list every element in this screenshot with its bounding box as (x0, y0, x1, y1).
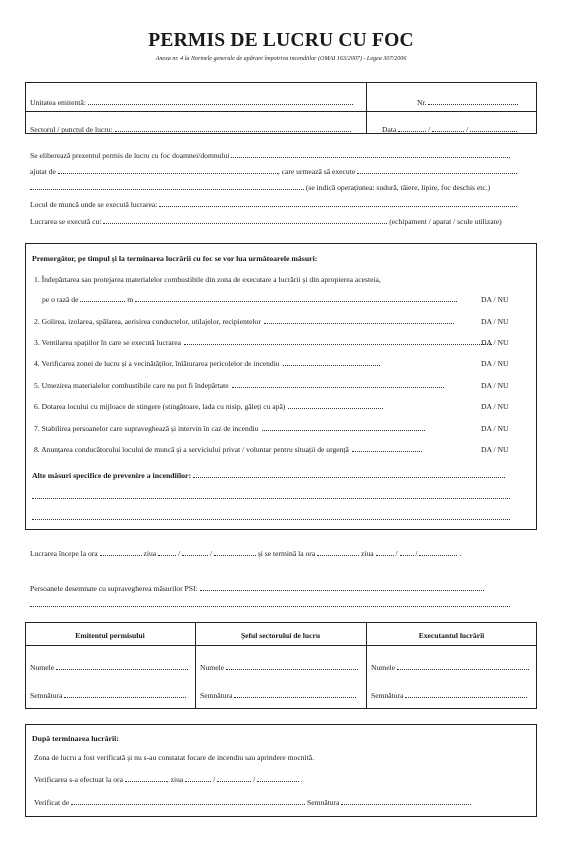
permit-number-field[interactable] (417, 99, 518, 107)
measure-item-4-text: 4. Verificarea zonei de lucru și a vecinătăților, înlăturarea pericolelor de incendiu (34, 359, 280, 368)
workplace-label: Locul de muncă unde se execută lucrarea: (30, 200, 158, 209)
date-year-dots (470, 126, 517, 132)
measure-item-5-text: 5. Umezirea materialelor combustibile care nu pot fi îndepărtate (34, 381, 229, 390)
end-year-dots (419, 550, 457, 556)
measure-item-5 (34, 382, 444, 390)
measure-item-7-text: 7. Stabilirea persoanelor care supraveghează și intervin în caz de incendiu (34, 424, 259, 433)
issuer-box-divider (25, 111, 537, 112)
start-year-dots (214, 550, 256, 556)
measure-item-4 (34, 360, 380, 368)
other-measures-heading: Alte măsuri specifice de prevenire a incendiilor: (32, 472, 505, 480)
other-measures-line-3[interactable] (32, 514, 510, 522)
measure-item-4-answer[interactable]: DA / NU (481, 359, 509, 368)
measure-item-2-text: 2. Golirea, izolarea, spălarea, aerisirea conductelor, utilajelor, recipientelor (34, 317, 261, 326)
issuer-unit-dots (88, 99, 353, 105)
issued-to-label: Se eliberează prezentul permis de lucru cu foc doamnei/domnului (30, 151, 230, 160)
measure-item-6-dots (288, 403, 383, 409)
sector-field[interactable] (30, 126, 351, 134)
end-month-dots (400, 550, 414, 556)
start-label: Lucrarea începe la ora (30, 549, 98, 558)
end-day-dots (376, 550, 394, 556)
start-month-dots (182, 550, 208, 556)
verified-by-dots (71, 799, 305, 805)
measure-item-2-answer[interactable]: DA / NU (481, 317, 509, 326)
verified-by-field[interactable]: Verificat de Semnătura (34, 799, 471, 807)
executor-name-field[interactable]: Numele (371, 664, 529, 672)
after-completion-statement: Zona de lucru a fost verificată și nu s-au constatat focare de incendiu sau aprindere mocnită. (34, 753, 315, 762)
other-measures-dots-1 (193, 472, 505, 478)
verification-month-dots (217, 776, 251, 782)
equipment-dots (103, 218, 387, 224)
equipment-field[interactable] (30, 218, 502, 226)
radius-dots (80, 296, 125, 302)
measure-item-2 (34, 318, 454, 326)
schedule-field[interactable]: Lucrarea începe la ora ziua / / și se termină la ora ziua / / . (30, 549, 462, 558)
workplace-dots (159, 201, 517, 207)
measure-item-4-dots (283, 360, 380, 366)
will-execute-dots (357, 168, 517, 174)
measure-item-7-dots (262, 425, 425, 431)
signatures-header-divider (25, 645, 537, 646)
measure-item-5-answer[interactable]: DA / NU (481, 381, 509, 390)
measure-item-8 (34, 446, 422, 454)
issuer-signature-field[interactable]: Semnătura (30, 692, 186, 700)
chief-signature-field[interactable]: Semnătura (200, 692, 356, 700)
end-day-label: ziua (361, 549, 374, 558)
measures-heading: Premergător, pe timpul și la terminarea lucrării cu foc se vor lua următoarele măsuri: (32, 254, 318, 263)
measure-item-1-answer[interactable]: DA / NU (481, 295, 509, 304)
permit-number-dots (428, 99, 518, 105)
executor-signature-field[interactable]: Semnătura (371, 692, 527, 700)
measure-item-8-dots (352, 446, 422, 452)
date-month-dots (432, 126, 464, 132)
measure-item-6 (34, 403, 383, 411)
measure-item-7-answer[interactable]: DA / NU (481, 424, 509, 433)
issuer-unit-label: Unitatea emitentă: (30, 98, 86, 107)
verification-day-dots (185, 776, 211, 782)
issuer-name-field[interactable]: Numele (30, 664, 188, 672)
equipment-label: Lucrarea se execută cu: (30, 217, 102, 226)
operation-hint: (se indică operațiunea: sudură, tăiere, lipire, foc deschis etc.) (305, 183, 491, 192)
chief-name-field[interactable]: Numele (200, 664, 358, 672)
assisted-by-dots (58, 168, 278, 174)
start-day-dots (158, 550, 176, 556)
date-sep-1: / (428, 125, 431, 134)
measure-item-3-answer[interactable]: DA / NU (481, 338, 509, 347)
end-hour-dots (317, 550, 359, 556)
date-label: Data (382, 125, 397, 134)
measure-item-1-radius[interactable] (42, 296, 457, 304)
measure-item-7 (34, 425, 425, 433)
measure-item-3-dots (184, 339, 492, 345)
signatures-col-header-3: Executantul lucrării (418, 631, 485, 640)
measure-item-8-text: 8. Anunțarea conducătorului locului de muncă și a serviciului privat / voluntar pentru situații de urgență (34, 445, 349, 454)
end-label: și se termină la ora (257, 549, 316, 558)
supervisors-label: Persoanele desemnate cu supravegherea măsurilor PSI: (30, 584, 198, 593)
measure-item-3-text: 3. Ventilarea spațiilor în care se execută lucrarea (34, 338, 182, 347)
measure-item-6-text: 6. Dotarea locului cu mijloace de stingere (stingătoare, lada cu nisip, găleți cu apă) (34, 402, 286, 411)
issuer-box-column-divider (366, 82, 367, 134)
radius-unit: m (127, 295, 134, 304)
signatures-col-header-2: Șeful sectorului de lucru (240, 631, 321, 640)
permit-number-label: Nr. (417, 98, 427, 107)
radius-leader-dots (135, 296, 457, 302)
verification-time-field[interactable]: Verificarea s-a efectuat la ora , ziua / / . (34, 775, 303, 784)
equipment-hint: (echipament / aparat / scule utilizate) (389, 217, 502, 226)
operation-field[interactable] (30, 184, 490, 192)
issuer-unit-field[interactable] (30, 99, 353, 107)
supervisors-field[interactable] (30, 585, 484, 593)
issued-to-field[interactable]: Se eliberează prezentul permis de lucru cu foc doamnei/domnului , (30, 151, 511, 160)
operation-dots (30, 184, 304, 190)
will-execute-label: , care urmează să execute (277, 167, 356, 176)
verified-signature-dots (341, 799, 471, 805)
measure-item-2-dots (264, 318, 454, 324)
page-subtitle: Anexa nr. 4 la Normele generale de apărare împotriva incendiilor (OMAI 163/2007) - Legea 307/2006 (155, 56, 407, 62)
signatures-col-header-1: Emitentul permisului (75, 631, 145, 640)
verification-year-dots (257, 776, 299, 782)
other-measures-line-2[interactable] (32, 493, 510, 501)
verification-hour-dots (125, 776, 167, 782)
assisted-by-field[interactable] (30, 168, 517, 176)
sector-dots (115, 126, 351, 132)
assisted-by-label: ajutat de (30, 167, 56, 176)
issued-to-dots (231, 152, 508, 158)
after-completion-heading: După terminarea lucrării: (32, 734, 119, 743)
date-day-dots (398, 126, 426, 132)
supervisors-dots (200, 585, 484, 591)
supervisors-line-2[interactable] (30, 601, 510, 609)
measure-item-1-text: 1. Îndepărtarea sau protejarea materialelor combustibile din zona de executare a lucrării și din apropierea acesteia, (34, 275, 381, 284)
start-day-label: ziua (143, 549, 157, 558)
measure-item-5-dots (232, 382, 444, 388)
measure-item-8-answer[interactable]: DA / NU (481, 445, 509, 454)
workplace-field[interactable] (30, 201, 517, 209)
sector-label: Sectorul / punctul de lucru: (30, 125, 113, 134)
radius-label: pe o rază de (42, 295, 79, 304)
measure-item-3 (34, 339, 492, 347)
page-title: PERMIS DE LUCRU CU FOC (148, 30, 414, 51)
measure-item-6-answer[interactable]: DA / NU (481, 402, 509, 411)
start-hour-dots (100, 550, 142, 556)
date-field[interactable] (382, 126, 517, 134)
date-sep-2: / (466, 125, 469, 134)
